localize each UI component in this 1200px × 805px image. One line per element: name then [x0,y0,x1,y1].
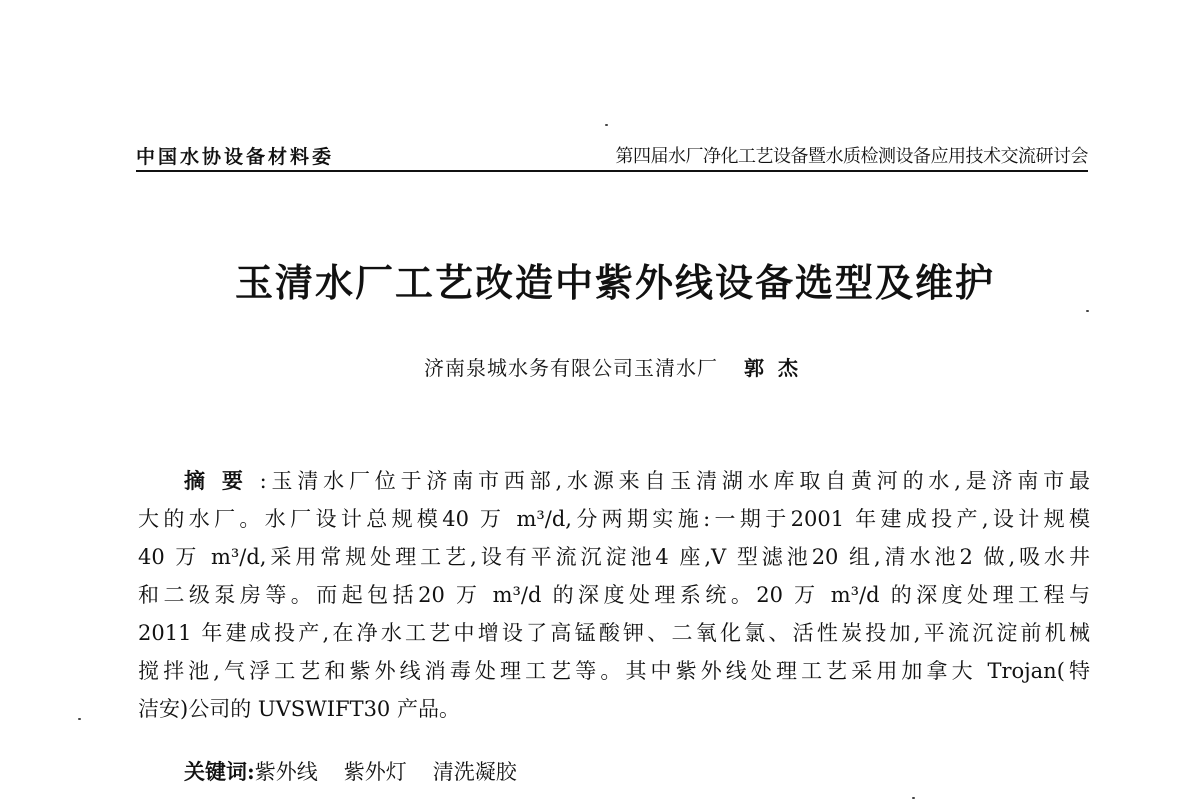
abstract-line: 40 万 m³/d,采用常规处理工艺,设有平流沉淀池4 座,V 型滤池20 组,清水池2 做,吸水井 [138,545,1090,569]
abstract [138,462,1090,728]
author-name: 郭杰 [744,356,812,380]
keywords-label: 关键词: [184,759,255,784]
abstract-line: 摘要:玉清水厂位于济南市西部,水源来自玉清湖水库取自黄河的水,是济南市最 [184,468,1090,493]
scan-speck [78,718,81,720]
abstract-line: 洁安)公司的 UVSWIFT30 产品。 [138,697,460,721]
author-affiliation: 济南泉城水务有限公司玉清水厂 [424,356,718,380]
running-header [136,140,1088,172]
abstract-line: 2011 年建成投产,在净水工艺中增设了高锰酸钾、二氧化氯、活性炭投加,平流沉淀前机械 [138,621,1090,645]
header-organization: 中国水协设备材料委 [136,146,335,168]
keyword: 紫外线 [254,760,318,784]
scan-speck [605,124,608,126]
byline [0,352,1200,381]
keywords [184,756,543,786]
keyword: 紫外灯 [343,760,407,784]
keyword: 清洗凝胶 [432,760,517,784]
abstract-label: 摘要 [184,468,260,493]
paper-title: 玉清水厂工艺改造中紫外线设备选型及维护 [234,260,995,305]
abstract-line: 和二级泵房等。而起包括20 万 m³/d 的深度处理系统。20 万 m³/d 的深度处理工程与 [138,583,1090,607]
abstract-line: 大的水厂。水厂设计总规模40 万 m³/d,分两期实施:一期于2001 年建成投产,设计规模 [138,507,1090,531]
abstract-line: 搅拌池,气浮工艺和紫外线消毒处理工艺等。其中紫外线处理工艺采用加拿大 Trojan(特 [138,659,1090,683]
scan-speck [1086,310,1089,312]
scan-speck [912,797,915,799]
header-conference: 第四届水厂净化工艺设备暨水质检测设备应用技术交流研讨会 [615,146,1088,167]
